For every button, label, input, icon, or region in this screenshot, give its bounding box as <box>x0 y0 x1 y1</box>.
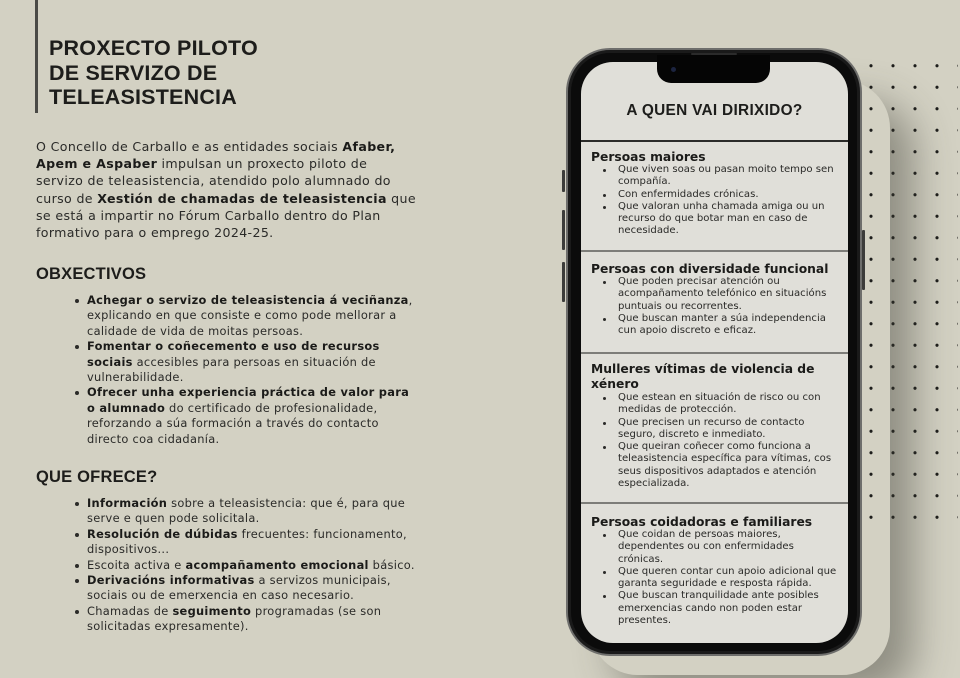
obxectivo-item <box>68 385 420 447</box>
title-line-1: PROXECTO PILOTO <box>49 36 258 60</box>
section-title-que-ofrece: QUE OFRECE? <box>36 468 158 486</box>
intro-text: que se está a impartir no Fórum Carballo dentro do Plan formativo para o emprego 2024-25. <box>36 190 416 241</box>
intro-text: impulsan un proxecto piloto de servizo de teleasistencia, atendido polo alumnado do curso de <box>36 156 391 206</box>
obxectivo-item <box>68 293 420 339</box>
item-text: frecuentes: funcionamento, dispositivos... <box>87 526 407 557</box>
group-title-diversidade-funcional: Persoas con diversidade funcional <box>591 262 829 276</box>
item-prefix: Chamadas de <box>87 603 173 618</box>
screen-title: A QUEN VAI DIRIXIDO? <box>626 102 803 119</box>
intro-paragraph <box>36 138 416 241</box>
group-divider <box>581 250 848 252</box>
phone-mute-switch <box>562 170 565 192</box>
item-bold: Fomentar o coñecemento e uso de recursos sociais <box>87 339 380 369</box>
obxectivo-item <box>68 339 420 385</box>
page-title <box>49 36 258 110</box>
item-text: , explicando en que consiste e como pode mellorar a calidade de vida de moitas persoas. <box>87 293 413 338</box>
group-divider <box>581 502 848 504</box>
group-title-mulleres-vitimas: Mulleres vítimas de violencia de xénero <box>591 362 815 391</box>
group-item: Que buscan tranquilidade ante posibles emerxencias cando non poden estar presentes. <box>601 590 841 627</box>
ofrece-item <box>68 496 420 527</box>
group-title-persoas-coidadoras: Persoas coidadoras e familiares <box>591 515 813 529</box>
item-bold: Ofrecer unha experiencia práctica de valor para o alumnado <box>87 385 410 415</box>
group-item: Que poden precisar atención ou acompañamento telefónico en situacións puntuais ou recorrentes. <box>601 276 841 313</box>
phone-volume-up-button <box>562 210 565 250</box>
ofrece-list <box>68 496 420 635</box>
item-text: programadas (se son solicitadas expresamente). <box>87 603 382 634</box>
group-item: Que viven soas ou pasan moito tempo sen compañía. <box>601 164 841 189</box>
item-bold: seguimento <box>172 603 252 618</box>
group-title-persoas-maiores: Persoas maiores <box>591 150 706 164</box>
group-list-mulleres-vitimas <box>601 392 841 490</box>
group-item: Que queiran coñecer como funciona a teleasistencia específica para vítimas, cos seus dispositivos adaptados e atención especializada. <box>601 441 841 490</box>
group-item: Que queren contar cun apoio adicional que garanta seguridade e resposta rápida. <box>601 566 841 591</box>
section-title-obxectivos: OBXECTIVOS <box>36 265 147 283</box>
item-bold: Información <box>87 496 168 510</box>
item-bold: Derivacións informativas <box>87 573 255 588</box>
title-line-2: DE SERVIZO DE <box>49 60 218 85</box>
group-divider <box>581 352 848 354</box>
phone-power-button <box>862 230 865 290</box>
intro-text: O Concello de Carballo e as entidades sociais <box>36 139 343 154</box>
item-text: a servizos municipais, sociais ou de emerxencia en caso necesario. <box>87 573 391 603</box>
phone-volume-down-button <box>562 262 565 302</box>
group-list-persoas-coidadoras <box>601 529 841 627</box>
obxectivos-list <box>68 293 420 447</box>
title-accent-bar <box>35 0 38 113</box>
group-item: Que buscan manter a súa independencia cun apoio discreto e eficaz. <box>601 313 841 338</box>
group-item: Que coidan de persoas maiores, dependentes ou con enfermidades crónicas. <box>601 529 841 566</box>
group-list-diversidade-funcional <box>601 276 841 337</box>
ofrece-item <box>68 604 420 635</box>
group-item: Con enfermidades crónicas. <box>601 189 841 201</box>
intro-entities: Afaber, Apem e Aspaber <box>36 139 396 172</box>
item-text: accesibles para persoas en situación de vulnerabilidade. <box>87 354 376 385</box>
item-text: do certificado de profesionalidade, reforzando a súa formación a través do contacto directo coa cidadanía. <box>87 400 379 446</box>
intro-course-name: Xestión de chamadas de teleasistencia <box>97 190 387 206</box>
title-line-3: TELEASISTENCIA <box>49 85 237 109</box>
group-item: Que valoran unha chamada amiga ou un recurso do que botar man en caso de necesidade. <box>601 201 841 238</box>
item-text: sobre a teleasistencia: que é, para que serve e quen pode solicitala. <box>87 496 406 526</box>
title-divider <box>581 140 848 142</box>
group-item: Que precisen un recurso de contacto seguro, discreto e inmediato. <box>601 417 841 442</box>
item-bold: acompañamento emocional <box>185 557 369 572</box>
ofrece-item <box>68 527 420 558</box>
item-text: básico. <box>368 557 415 572</box>
phone-speaker <box>691 53 737 55</box>
ofrece-item <box>68 573 420 604</box>
phone-screen <box>581 62 848 643</box>
item-prefix: Escoita activa e <box>87 557 186 572</box>
ofrece-item <box>68 558 420 573</box>
group-list-persoas-maiores <box>601 164 841 238</box>
item-bold: Achegar o servizo de teleasistencia á veciñanza <box>87 293 409 307</box>
front-camera-icon <box>671 67 676 72</box>
group-item: Que estean en situación de risco ou con medidas de protección. <box>601 392 841 417</box>
item-bold: Resolución de dúbidas <box>87 526 238 541</box>
